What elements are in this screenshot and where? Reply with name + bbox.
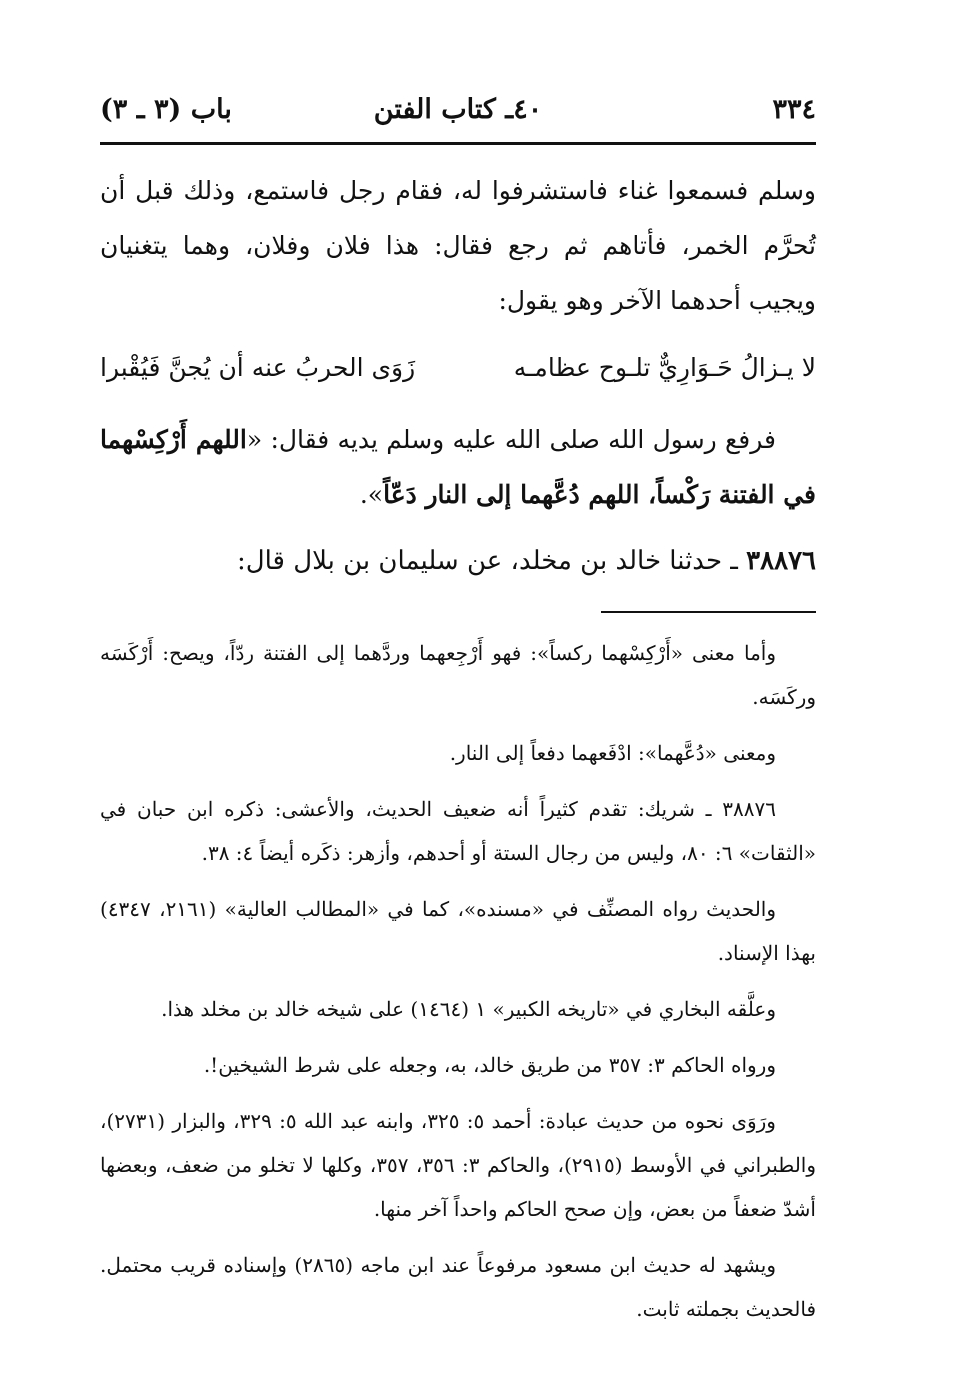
poem-hemistich-right: لا يـزالُ حَـوَارِيٌّ تلـوح عظامـه <box>513 353 816 382</box>
footnote-paragraph: ٣٨٨٧٦ ـ شريك: تقدم كثيراً أنه ضعيف الحديث، والأعشى: ذكره ابن حبان في «الثقات» ٦: ٨٠، وليس من رجال الستة أو أحدهم، وأزهر: ذكَره أيضاً ٤: ٣٨. <box>100 797 816 865</box>
footnote-paragraph: ورواه الحاكم ٣: ٣٥٧ من طريق خالد، به، وجعله على شرط الشيخين!. <box>203 1053 776 1077</box>
chapter-label: باب (٣ ـ ٣) <box>100 94 232 125</box>
running-header <box>100 80 816 142</box>
footnote-paragraph: وعلَّقه البخاري في «تاريخه الكبير» ١ (١٤٦٤) على شيخه خالد بن مخلد هذا. <box>161 997 776 1021</box>
footnote-paragraph: والحديث رواه المصنِّف في «مسنده»، كما في «المطالب العالية» (٢١٦١، ٤٣٤٧) بهذا الإسناد. <box>100 897 816 965</box>
paragraph-2 <box>100 412 816 522</box>
paragraph-2-start: فرفع رسول الله صلى الله عليه وسلم يديه فقال: « <box>246 425 777 454</box>
footnote-paragraph: وأما معنى «أَرْكِسْهما ركساً»: فهو أَرْجِعهما وردَّهما إلى الفتنة ردّاً، ويصح: أَرْكَسَه وركَسَه. <box>100 641 816 709</box>
footnote-paragraph: ومعنى «دُعَّهما»: ادْفَعهما دفعاً إلى النار. <box>449 741 776 765</box>
page <box>100 80 816 1343</box>
page-number: ٣٣٤ <box>772 94 816 125</box>
footnote-paragraph: ورَوَى نحوه من حديث عبادة: أحمد ٥: ٣٢٥، وابنه عبد الله ٥: ٣٢٩، والبزار (٢٧٣١)، والطبراني في الأوسط (٢٩١٥)، والحاكم ٣: ٣٥٦، ٣٥٧، وكلها لا تخلو من ضعف، وبعضها أشدّ ضعفاً من بعض، وإن صحح الحاكم واحداً آخر منها. <box>100 1109 817 1221</box>
header-rule <box>100 142 816 145</box>
hadith-number: ٣٨٨٧٦ <box>746 546 816 576</box>
paragraph-2-end: ». <box>359 480 384 509</box>
footnote-rule <box>601 611 816 613</box>
hadith-line <box>100 534 816 589</box>
poem-hemistich-left: زَوَى الحربُ عنه أن يُجنَّ فَيُقْبرا <box>100 353 416 382</box>
book-title: ٤٠ـ كتاب الفتن <box>373 94 543 125</box>
paragraph-1: وسلم فسمعوا غناء فاستشرفوا له، فقام رجل فاستمع، وذلك قبل أن تُحرَّم الخمر، فأتاهم ثم رجع فقال: هذا فلان وفلان، وهما يتغنيان ويجيب أحدهما الآخر وهو يقول: <box>100 176 816 315</box>
poem-verse <box>100 340 816 396</box>
footnote-paragraph: ويشهد له حديث ابن مسعود مرفوعاً عند ابن ماجه (٢٨٦٥) وإسناده قريب محتمل. فالحديث بجملته ثابت. <box>100 1253 816 1321</box>
main-text <box>100 163 816 589</box>
footnotes <box>100 631 816 1331</box>
hadith-isnad: ـ حدثنا خالد بن مخلد، عن سليمان بن بلال قال: <box>236 546 747 576</box>
prophet-supplication: اللهم أَرْكِسْهما في الفتنة رَكْساً، اللهم دُعَّهما إلى النار دَعّاً <box>100 425 816 509</box>
